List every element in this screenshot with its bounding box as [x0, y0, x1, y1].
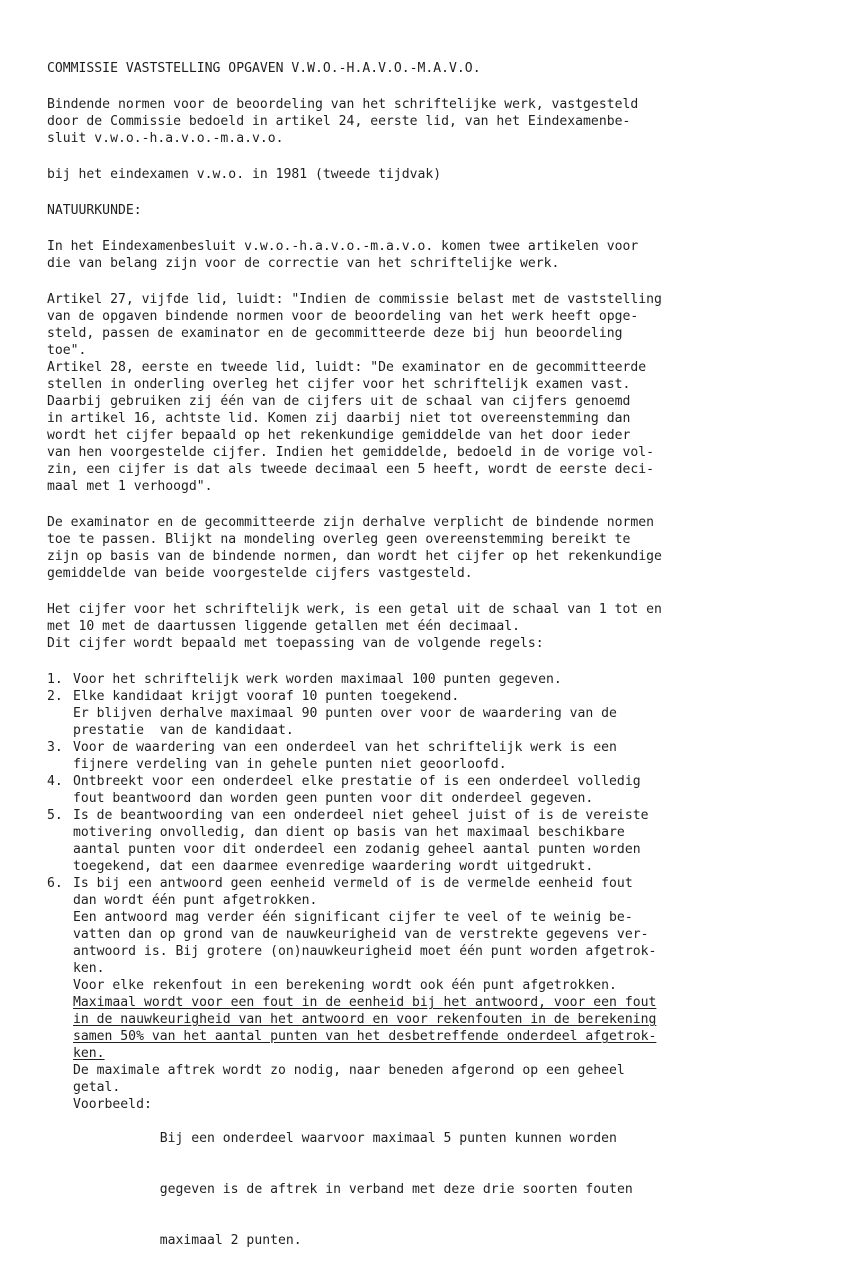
rule-body: [73, 773, 641, 807]
paragraph-artikel-28: [47, 359, 837, 495]
underlined-line: in de nauwkeurigheid van het antwoord en voor rekenfouten in de berekening: [73, 1012, 657, 1027]
example-body: [160, 1096, 633, 1283]
rule-body: [73, 671, 562, 688]
text-line: Daarbij gebruiken zij één van de cijfers uit de schaal van cijfers genoemd: [47, 394, 631, 409]
text-line: Ontbreekt voor een onderdeel elke prestatie of is een onderdeel volledig: [73, 774, 641, 789]
text-line: De maximale aftrek wordt zo nodig, naar beneden afgerond op een geheel: [73, 1063, 625, 1078]
underlined-line: ken.: [73, 1046, 105, 1061]
text-line: stellen in onderling overleg het cijfer voor het schriftelijk examen vast.: [47, 377, 631, 392]
text-line: fijnere verdeling van in gehele punten niet geoorloofd.: [73, 757, 507, 772]
rule-number: 1.: [47, 672, 63, 687]
rule-item: [47, 773, 837, 807]
text-line: Is de beantwoording van een onderdeel niet geheel juist of is de vereiste: [73, 808, 649, 823]
text-line: Bindende normen voor de beoordeling van het schriftelijke werk, vastgesteld: [47, 97, 639, 112]
intro-paragraph: [47, 96, 837, 147]
text-line: door de Commissie bedoeld in artikel 24, eerste lid, van het Eindexamenbe-: [47, 114, 631, 129]
text-line: met 10 met de daartussen liggende getallen met één decimaal.: [47, 619, 520, 634]
text-line: toe te passen. Blijkt na mondeling overleg geen overeenstemming bereikt te: [47, 532, 631, 547]
text-line: Voor elke rekenfout in een berekening wordt ook één punt afgetrokken.: [73, 978, 617, 993]
text-line: toegekend, dat een daarmee evenredige waardering wordt uitgedrukt.: [73, 859, 594, 874]
rule-body: [73, 875, 656, 1096]
commission-title: COMMISSIE VASTSTELLING OPGAVEN V.W.O.-H.A.V.O.-M.A.V.O.: [47, 61, 481, 76]
text-line: sluit v.w.o.-h.a.v.o.-m.a.v.o.: [47, 131, 284, 146]
text-line: Is bij een antwoord geen eenheid vermeld of is de vermelde eenheid fout: [73, 876, 633, 891]
rule-item: [47, 739, 837, 773]
rule-body: [73, 807, 648, 875]
text-line: maal met 1 verhoogd".: [47, 479, 213, 494]
example-label: Voorbeeld:: [73, 1097, 160, 1112]
text-line: wordt het cijfer bepaald op het rekenkundige gemiddelde van het door ieder: [47, 428, 631, 443]
subject-heading: NATUURKUNDE:: [47, 203, 142, 218]
text-line: Het cijfer voor het schriftelijk werk, is een getal uit de schaal van 1 tot en: [47, 602, 662, 617]
text-line: motivering onvolledig, dan dient op basis van het maximaal beschikbare: [73, 825, 625, 840]
rule-number: 4.: [47, 774, 63, 789]
text-line: Een antwoord mag verder één significant cijfer te veel of te weinig be-: [73, 910, 633, 925]
text-line: steld, passen de examinator en de gecommitteerde deze bij hun beoordeling: [47, 326, 623, 341]
text-line: fout beantwoord dan worden geen punten voor dit onderdeel gegeven.: [73, 791, 594, 806]
rule-number: 3.: [47, 740, 63, 755]
rule-body: [73, 688, 617, 739]
text-line: gegeven is de aftrek in verband met deze drie soorten fouten: [159, 1182, 633, 1197]
rule-number: 5.: [47, 808, 63, 823]
text-line: Er blijven derhalve maximaal 90 punten over voor de waardering van de: [73, 706, 617, 721]
example-block: [47, 1096, 837, 1283]
rule-number: 6.: [47, 876, 63, 891]
text-line: dan wordt één punt afgetrokken.: [73, 893, 318, 908]
text-line: Voor de waardering van een onderdeel van het schriftelijk werk is een: [73, 740, 617, 755]
paragraph-besluit: [47, 238, 837, 272]
text-line: In het Eindexamenbesluit v.w.o.-h.a.v.o.-m.a.v.o. komen twee artikelen voor: [47, 239, 639, 254]
exam-line: bij het eindexamen v.w.o. in 1981 (tweede tijdvak): [47, 167, 442, 182]
text-line: die van belang zijn voor de correctie van het schriftelijke werk.: [47, 256, 560, 271]
rule-item: [47, 688, 837, 739]
text-line: Bij een onderdeel waarvoor maximaal 5 punten kunnen worden: [159, 1131, 617, 1146]
text-line: ken.: [73, 961, 105, 976]
rule-number: 2.: [47, 689, 63, 704]
paragraph-cijfer: [47, 601, 837, 652]
text-line: antwoord is. Bij grotere (on)nauwkeurigheid moet één punt worden afgetrok-: [73, 944, 657, 959]
text-line: zijn op basis van de bindende normen, dan wordt het cijfer op het rekenkundige: [47, 549, 662, 564]
text-line: van de opgaven bindende normen voor de beoordeling van het werk heeft opge-: [47, 309, 639, 324]
rule-body: [73, 739, 617, 773]
text-line: Dit cijfer wordt bepaald met toepassing van de volgende regels:: [47, 636, 544, 651]
text-line: maximaal 2 punten.: [159, 1233, 302, 1248]
paragraph-bindende-normen: [47, 514, 837, 582]
text-line: Artikel 27, vijfde lid, luidt: "Indien de commissie belast met de vaststelling: [47, 292, 662, 307]
text-line: toe".: [47, 343, 87, 358]
rule-item: [47, 807, 837, 875]
text-line: van hen voorgestelde cijfer. Indien het gemiddelde, bedoeld in de vorige vol-: [47, 445, 654, 460]
text-line: zin, een cijfer is dat als tweede decimaal een 5 heeft, wordt de eerste deci-: [47, 462, 654, 477]
rule-item: [47, 671, 837, 688]
paragraph-artikel-27: [47, 291, 837, 359]
text-line: getal.: [73, 1080, 121, 1095]
text-line: prestatie van de kandidaat.: [73, 723, 294, 738]
underlined-line: Maximaal wordt voor een fout in de eenheid bij het antwoord, voor een fout: [73, 995, 657, 1010]
text-line: gemiddelde van beide voorgestelde cijfers vastgesteld.: [47, 566, 473, 581]
text-line: Artikel 28, eerste en tweede lid, luidt: "De examinator en de gecommitteerde: [47, 360, 647, 375]
text-line: in artikel 16, achtste lid. Komen zij daarbij niet tot overeenstemming dan: [47, 411, 631, 426]
text-line: aantal punten voor dit onderdeel een zodanig geheel aantal punten worden: [73, 842, 641, 857]
rule-item: [47, 875, 837, 1096]
document-body: [47, 60, 837, 1283]
text-line: vatten dan op grond van de nauwkeurigheid van de verstrekte gegevens ver-: [73, 927, 649, 942]
text-line: Elke kandidaat krijgt vooraf 10 punten toegekend.: [73, 689, 460, 704]
text-line: De examinator en de gecommitteerde zijn derhalve verplicht de bindende normen: [47, 515, 654, 530]
rules-list: [47, 671, 837, 1283]
underlined-line: samen 50% van het aantal punten van het desbetreffende onderdeel afgetrok-: [73, 1029, 657, 1044]
text-line: Voor het schriftelijk werk worden maximaal 100 punten gegeven.: [73, 672, 562, 687]
